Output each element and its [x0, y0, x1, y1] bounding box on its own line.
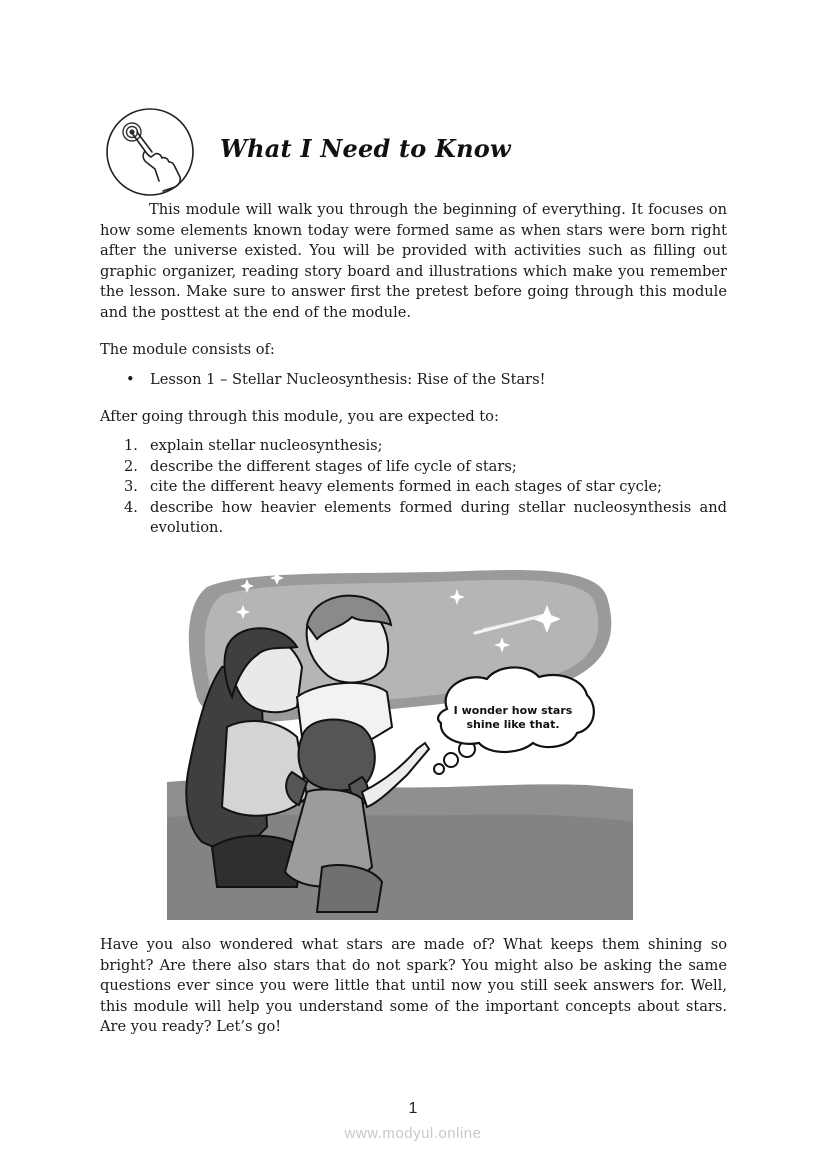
objective-item: 3. cite the different heavy elements formed in each stages of star cycle;: [124, 478, 663, 496]
intro-paragraph: This module will walk you through the beginning of everything. It focuses on how some elements known today were formed same as when stars were born right after the universe existed. You will be provided with activities such as filling out graphic organizer, reading story board and illustrations which make you remember the lesson. Make sure to answer first the pretest before going through this module and the posttest at the end of the module.: [100, 201, 727, 321]
objective-item: 2. describe the different stages of life cycle of stars;: [124, 457, 517, 475]
speech-line-2: shine like that.: [466, 718, 560, 731]
closing-paragraph: Have you also wondered what stars are made of? What keeps them shining so bright? Are there also stars that do not spark? You might also be asking the same questions ever since you were little that until now you still seek answers for. Well, this module will help you understand some of the important concepts about stars. Are you ready? Let’s go!: [100, 936, 727, 1036]
stargazing-illustration: [167, 567, 633, 920]
module-contents-heading: The module consists of:: [100, 341, 275, 358]
objectives-list: [100, 436, 727, 539]
page-title: What I Need to Know: [220, 134, 511, 163]
page-number: 1: [408, 1100, 418, 1117]
speech-line-1: I wonder how stars: [453, 704, 573, 717]
objective-item: 4. describe how heavier elements formed during stellar nucleosynthesis and evolution.: [124, 498, 727, 537]
touch-hand-icon: [105, 107, 195, 197]
objectives-heading: After going through this module, you are expected to:: [100, 408, 499, 425]
watermark: www.modyul.online: [344, 1125, 482, 1142]
lesson-list: [100, 370, 727, 391]
objective-item: 1. explain stellar nucleosynthesis;: [124, 437, 383, 454]
lesson-item: • Lesson 1 – Stellar Nucleosynthesis: Rise of the Stars!: [100, 370, 727, 391]
